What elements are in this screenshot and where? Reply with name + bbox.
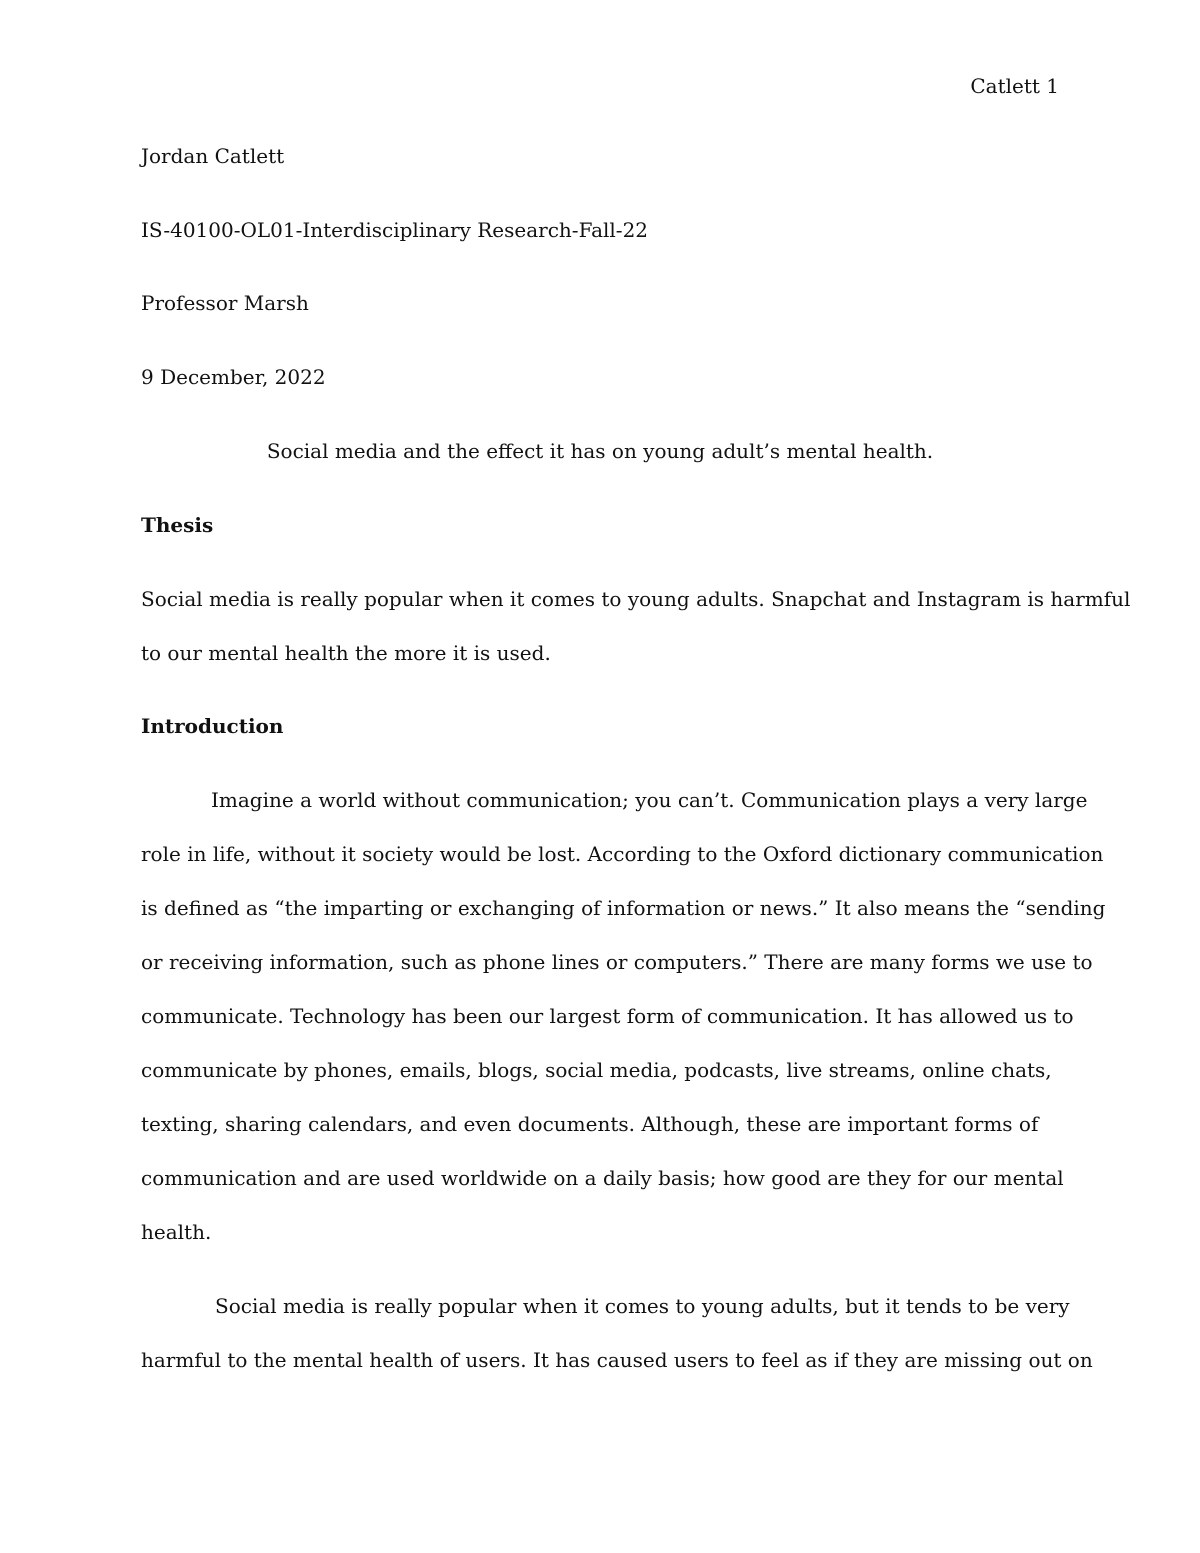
thesis-line: Social media is really popular when it comes to young adults. Snapchat and Instagram is harmful [141,587,1131,611]
course-name: IS-40100-OL01-Interdisciplinary Research-Fall-22 [141,218,649,242]
introduction-heading: Introduction [141,714,284,738]
running-head: Catlett 1 [970,74,1059,98]
intro-paragraph-line: communication and are used worldwide on a daily basis; how good are they for our mental [141,1166,1064,1190]
intro-paragraph-line: Imagine a world without communication; you can’t. Communication plays a very large [211,788,1088,812]
intro-paragraph-line: communicate. Technology has been our largest form of communication. It has allowed us to [141,1004,1074,1028]
thesis-line: to our mental health the more it is used. [141,641,551,665]
intro-paragraph-line: communicate by phones, emails, blogs, social media, podcasts, live streams, online chats, [141,1058,1052,1082]
intro-paragraph-line: is defined as “the imparting or exchanging of information or news.” It also means the “sending [141,896,1106,920]
intro-paragraph-line: or receiving information, such as phone lines or computers.” There are many forms we use to [141,950,1093,974]
paper-title: Social media and the effect it has on young adult’s mental health. [266,439,934,463]
document-date: 9 December, 2022 [141,365,326,389]
intro-paragraph-line: role in life, without it society would be lost. According to the Oxford dictionary communication [141,842,1104,866]
author-name: Jordan Catlett [141,144,285,168]
thesis-heading: Thesis [141,513,214,537]
intro-paragraph-line: texting, sharing calendars, and even documents. Although, these are important forms of [141,1112,1039,1136]
intro-paragraph-line: health. [141,1220,212,1244]
intro-paragraph-line: Social media is really popular when it comes to young adults, but it tends to be very [215,1294,1070,1318]
professor-name: Professor Marsh [141,291,309,315]
intro-paragraph-line: harmful to the mental health of users. It has caused users to feel as if they are missing out on [141,1348,1093,1372]
